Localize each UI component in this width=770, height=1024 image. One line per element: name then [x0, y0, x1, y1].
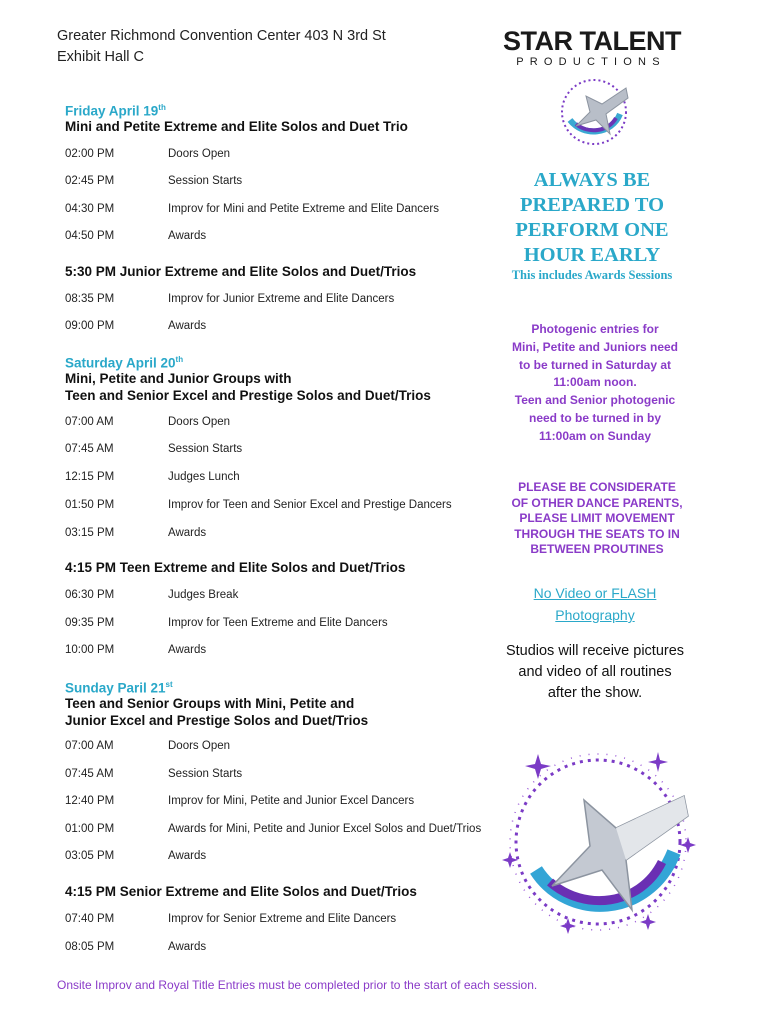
schedule-row [65, 499, 452, 511]
section-heading: 4:15 PM Teen Extreme and Elite Solos and Duet/Trios [65, 560, 406, 575]
schedule-event: Improv for Mini and Petite Extreme and Elite Dancers [168, 203, 440, 215]
arrival-warning-line: ALWAYS BE [533, 169, 651, 191]
schedule-time: 04:50 PM [65, 230, 115, 242]
schedule-time: 08:35 PM [65, 293, 115, 305]
schedule-event: Awards [168, 230, 207, 242]
section-heading-line: Junior Excel and Prestige Solos and Duet/Trios [65, 713, 369, 728]
venue-address [57, 26, 386, 68]
schedule-row [65, 148, 230, 160]
day-heading-sunday: Sunday Paril 21st [65, 680, 173, 696]
notice-line: Studios will receive pictures [505, 643, 685, 659]
schedule-time: 02:00 PM [65, 148, 115, 160]
schedule-event: Awards [168, 850, 207, 862]
section-heading-line: Teen and Senior Excel and Prestige Solos and Duet/Trios [65, 388, 431, 403]
brand-name: STAR TALENT [503, 26, 681, 56]
schedule-time: 12:15 PM [65, 471, 115, 483]
section-heading: 4:15 PM Senior Extreme and Elite Solos and Duet/Trios [65, 884, 417, 899]
schedule-event: Improv for Mini, Petite and Junior Excel Dancers [168, 795, 415, 807]
schedule-event: Doors Open [168, 416, 231, 428]
brand-logo-text [503, 26, 681, 68]
schedule-time: 01:50 PM [65, 499, 115, 511]
star-logo-small [554, 74, 638, 150]
schedule-row [65, 527, 206, 539]
schedule-time: 07:45 AM [65, 443, 114, 455]
schedule-event: Doors Open [168, 740, 231, 752]
schedule-event: Session Starts [168, 175, 243, 187]
schedule-event: Awards for Mini, Petite and Junior Excel Solos and Duet/Trios [168, 823, 482, 835]
schedule-event: Session Starts [168, 768, 243, 780]
schedule-time: 03:05 PM [65, 850, 115, 862]
schedule-event: Improv for Junior Extreme and Elite Dancers [168, 293, 395, 305]
schedule-row [65, 293, 394, 305]
schedule-time: 04:30 PM [65, 203, 115, 215]
section-heading: Mini and Petite Extreme and Elite Solos and Duet Trio [65, 119, 408, 134]
arrival-warning-line: PREPARED TO [519, 194, 665, 216]
notice-line: Mini, Petite and Juniors need [511, 339, 679, 354]
notice-line: and video of all routines [518, 664, 672, 680]
footer-note: Onsite Improv and Royal Title Entries must be completed prior to the start of each session. [57, 978, 538, 992]
schedule-time: 09:35 PM [65, 617, 115, 629]
no-video-notice [500, 582, 690, 626]
section-heading: 5:30 PM Junior Extreme and Elite Solos and Duet/Trios [65, 264, 417, 279]
notice-line: PLEASE LIMIT MOVEMENT [519, 511, 675, 525]
schedule-row [65, 230, 206, 242]
schedule-event: Improv for Senior Extreme and Elite Dancers [168, 913, 397, 925]
notice-line: No Video or FLASH [533, 585, 657, 601]
schedule-event: Judges Break [168, 589, 239, 601]
notice-line: THROUGH THE SEATS TO IN [514, 526, 680, 541]
schedule-row [65, 416, 230, 428]
notice-line: PLEASE BE CONSIDERATE [518, 480, 676, 494]
schedule-row [65, 850, 206, 862]
studios-notice [495, 641, 695, 704]
star-logo-large [498, 742, 703, 937]
venue-line-1: Greater Richmond Convention Center 403 N 3rd St [57, 28, 386, 44]
schedule-row [65, 175, 242, 187]
venue-line-2: Exhibit Hall C [57, 49, 145, 65]
brand-subtitle: PRODUCTIONS [516, 56, 666, 68]
notice-line: need to be turned in by [528, 410, 661, 425]
schedule-time: 07:00 AM [65, 740, 114, 752]
schedule-time: 02:45 PM [65, 175, 115, 187]
schedule-event: Improv for Teen and Senior Excel and Prestige Dancers [168, 499, 452, 511]
section-heading-line: Mini, Petite and Junior Groups with [65, 371, 292, 386]
notice-line: to be turned in Saturday at [518, 357, 671, 372]
schedule-event: Improv for Teen Extreme and Elite Dancers [168, 617, 388, 629]
schedule-time: 06:30 PM [65, 589, 115, 601]
notice-line: Teen and Senior photogenic [514, 393, 676, 408]
notice-line: Photogenic entries for [531, 322, 659, 336]
schedule-time: 09:00 PM [65, 320, 115, 332]
schedule-row [65, 740, 230, 752]
schedule-event: Session Starts [168, 443, 243, 455]
schedule-time: 07:40 PM [65, 913, 115, 925]
notice-line: 11:00am on Sunday [538, 428, 652, 443]
schedule-row [65, 443, 242, 455]
schedule-event: Awards [168, 941, 207, 953]
schedule-row [65, 320, 206, 332]
schedule-time: 01:00 PM [65, 823, 115, 835]
schedule-time: 08:05 PM [65, 941, 115, 953]
schedule-row [65, 589, 238, 601]
arrival-warning-note: This includes Awards Sessions [511, 268, 673, 282]
schedule-event: Awards [168, 320, 207, 332]
arrival-warning [496, 168, 688, 268]
considerate-notice [499, 480, 695, 558]
schedule-row [65, 913, 396, 925]
schedule-time: 12:40 PM [65, 795, 115, 807]
schedule-time: 07:00 AM [65, 416, 114, 428]
day-heading-friday: Friday April 19th [65, 103, 166, 119]
schedule-time: 07:45 AM [65, 768, 114, 780]
notice-line: after the show. [547, 685, 643, 701]
notice-line: BETWEEN PROUTINES [530, 542, 664, 556]
schedule-event: Doors Open [168, 148, 231, 160]
section-heading [65, 695, 485, 729]
schedule-row [65, 203, 439, 215]
schedule-row [65, 823, 481, 835]
schedule-event: Judges Lunch [168, 471, 240, 483]
notice-line: 11:00am noon. [553, 375, 637, 390]
schedule-time: 10:00 PM [65, 644, 115, 656]
arrival-warning-line: PERFORM ONE [515, 219, 669, 241]
day-heading-saturday: Saturday April 20th [65, 355, 184, 371]
section-heading-line: Teen and Senior Groups with Mini, Petite and [65, 696, 355, 711]
schedule-row [65, 644, 206, 656]
arrival-warning-line: HOUR EARLY [523, 244, 661, 266]
schedule-row [65, 617, 388, 629]
schedule-row [65, 471, 240, 483]
schedule-row [65, 795, 414, 807]
schedule-row [65, 768, 242, 780]
notice-line: Photography [555, 607, 635, 623]
photogenic-notice [500, 321, 690, 446]
schedule-event: Awards [168, 644, 207, 656]
section-heading [65, 370, 485, 404]
schedule-row [65, 941, 206, 953]
notice-line: OF OTHER DANCE PARENTS, [511, 495, 683, 510]
schedule-time: 03:15 PM [65, 527, 115, 539]
schedule-event: Awards [168, 527, 207, 539]
